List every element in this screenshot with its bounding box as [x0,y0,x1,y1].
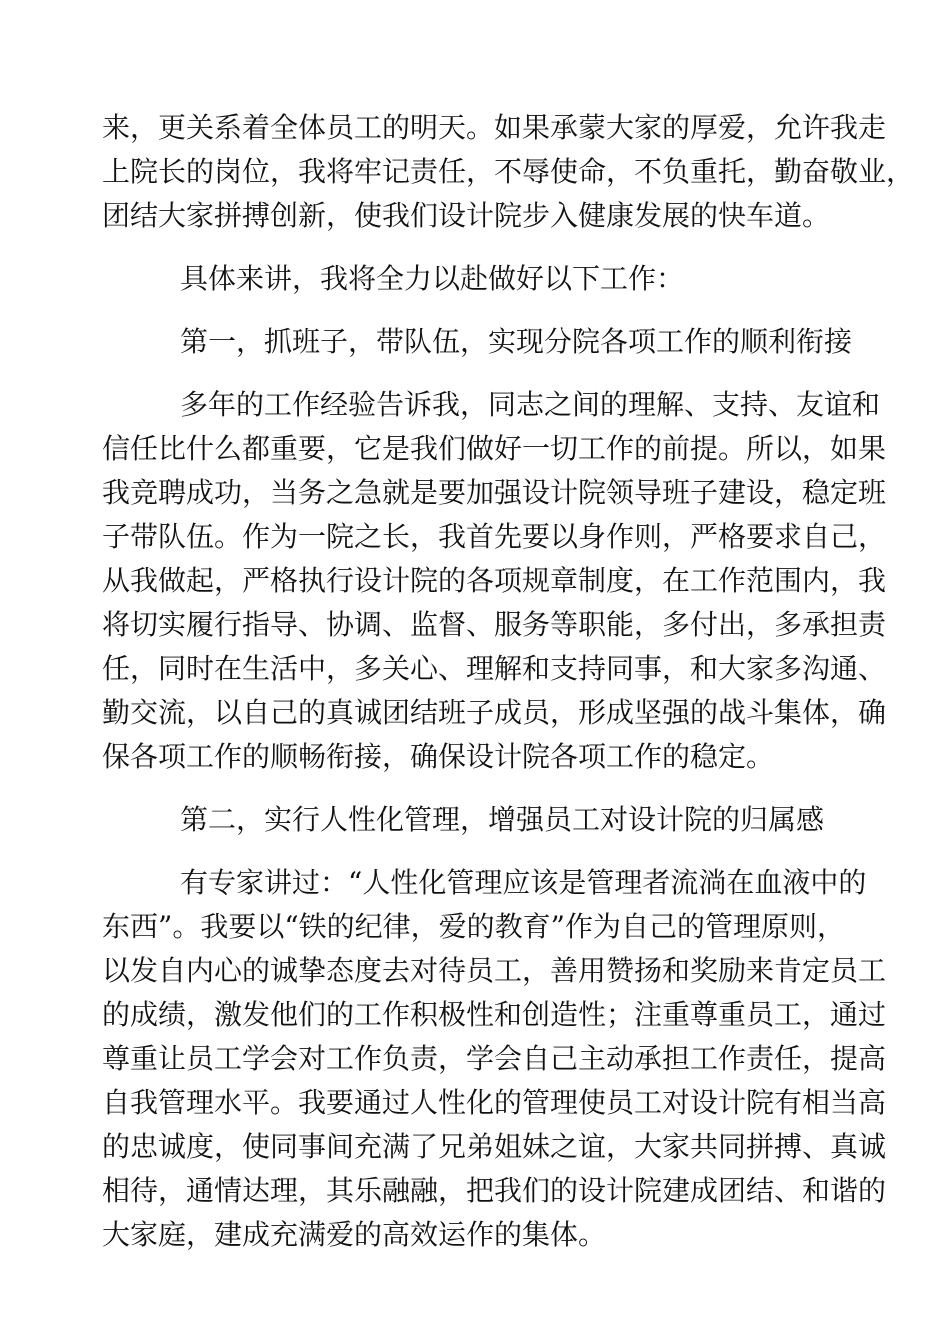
text-line: 上院长的岗位，我将牢记责任，不辱使命，不负重托，勤奋敬业， [102,155,915,188]
section-heading-first [102,320,862,364]
text-line: 尊重让员工学会对工作负责，学会自己主动承担工作责任，提高 [102,1042,887,1075]
text-line: 团结大家拼搏创新，使我们设计院步入健康发展的快车道。 [102,199,831,232]
paragraph-first-body [102,383,887,779]
text-line: 勤交流，以自己的真诚团结班子成员，形成坚强的战斗集体，确 [102,696,887,729]
paragraph-second-body [102,861,887,1257]
text-line: 的成绩，激发他们的工作积极性和创造性；注重尊重员工，通过 [102,998,887,1031]
paragraph-overview [102,257,862,301]
paragraph-gap [102,301,862,320]
text-line: 自我管理水平。我要通过人性化的管理使员工对设计院有相当高 [102,1086,887,1119]
text-line: 第一，抓班子，带队伍，实现分院各项工作的顺利衔接 [180,325,853,358]
text-line: 第二，实行人性化管理，增强员工对设计院的归属感 [180,803,825,836]
text-line: 东西”。我要以“铁的纪律，爱的教育”作为自己的管理原则， [102,910,845,943]
document-body [102,106,915,1257]
text-line: 以发自内心的诚挚态度去对待员工，善用赞扬和奖励来肯定员工 [102,954,887,987]
text-line: 具体来讲，我将全力以赴做好以下工作： [180,262,685,295]
paragraph-intro [102,106,915,238]
text-line: 任，同时在生活中，多关心、理解和支持同事，和大家多沟通、 [102,652,887,685]
text-line: 子带队伍。作为一院之长，我首先要以身作则，严格要求自己， [102,520,887,553]
text-line: 保各项工作的顺畅衔接，确保设计院各项工作的稳定。 [102,740,775,773]
paragraph-gap [102,238,862,257]
text-line: 大家庭，建成充满爱的高效运作的集体。 [102,1218,607,1251]
paragraph-gap [102,364,862,383]
text-line: 信任比什么都重要，它是我们做好一切工作的前提。所以，如果 [102,432,887,465]
paragraph-gap [102,779,862,798]
text-line: 有专家讲过：“人性化管理应该是管理者流淌在血液中的 [180,866,867,899]
text-line: 从我做起，严格执行设计院的各项规章制度，在工作范围内，我 [102,564,887,597]
text-line: 将切实履行指导、协调、监督、服务等职能，多付出，多承担责 [102,608,887,641]
text-line: 来，更关系着全体员工的明天。如果承蒙大家的厚爱，允许我走 [102,111,887,144]
text-line: 我竞聘成功，当务之急就是要加强设计院领导班子建设，稳定班 [102,476,887,509]
text-line: 相待，通情达理，其乐融融，把我们的设计院建成团结、和谐的 [102,1174,887,1207]
text-line: 多年的工作经验告诉我，同志之间的理解、支持、友谊和 [180,388,881,421]
text-line: 的忠诚度，使同事间充满了兄弟姐妹之谊，大家共同拼搏、真诚 [102,1130,887,1163]
paragraph-gap [102,842,862,861]
section-heading-second [102,798,862,842]
